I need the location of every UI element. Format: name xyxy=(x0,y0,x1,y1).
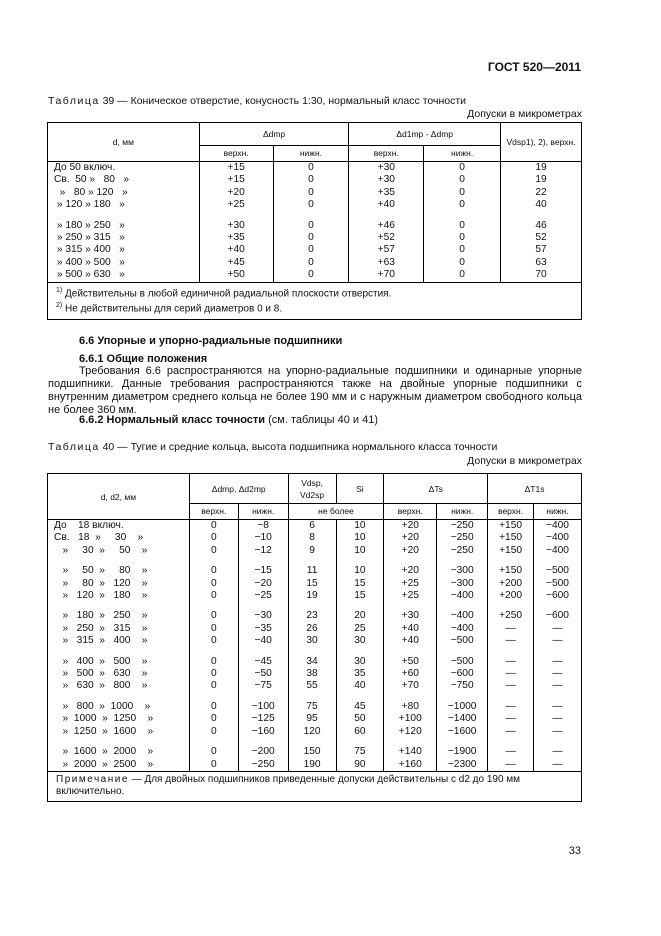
table39-col-vdsp: Vdsp1), 2), верхн. xyxy=(501,123,582,162)
table-cell: +20 xyxy=(384,565,437,577)
table-cell: — xyxy=(534,701,582,713)
table-cell: 75 xyxy=(288,701,336,713)
table-cell: 10 xyxy=(336,520,384,533)
table-cell: 0 xyxy=(189,520,238,533)
row-label: Св. 18 » 30 » xyxy=(48,532,190,544)
table-row xyxy=(48,532,582,544)
row-label: » 120 » 180 » xyxy=(48,199,200,211)
table-row xyxy=(48,635,582,647)
table-cell: 0 xyxy=(189,746,238,758)
row-label: » 80 » 120 » xyxy=(48,578,190,590)
table-cell: 8 xyxy=(288,532,336,544)
table-cell: — xyxy=(534,746,582,758)
row-label: До 50 включ. xyxy=(48,162,200,175)
table-cell: −300 xyxy=(437,578,488,590)
table-cell: −500 xyxy=(437,656,488,668)
table-cell: 0 xyxy=(189,578,238,590)
table-cell: +100 xyxy=(384,713,437,725)
table-cell: 52 xyxy=(501,232,582,244)
table-cell: 0 xyxy=(424,174,501,186)
row-label: До 18 включ. xyxy=(48,520,190,533)
table39-caption-prefix: Таблица xyxy=(48,95,100,107)
table-cell: — xyxy=(488,656,534,668)
table-cell: 0 xyxy=(273,220,349,232)
table-cell: +15 xyxy=(199,174,273,186)
table-cell: — xyxy=(534,713,582,725)
row-label: » 400 » 500 » xyxy=(48,656,190,668)
table-cell: −8 xyxy=(238,520,288,533)
table-cell: +30 xyxy=(199,220,273,232)
table-row xyxy=(48,162,582,175)
table-cell: 46 xyxy=(501,220,582,232)
section-6-6-2-title xyxy=(79,414,378,426)
table-cell: −600 xyxy=(534,590,582,602)
table-cell: 95 xyxy=(288,713,336,725)
table-cell: 0 xyxy=(189,759,238,772)
table-cell: 0 xyxy=(273,244,349,256)
section-6-6-title: 6.6 Упорные и упорно-радиальные подшипники xyxy=(79,335,343,347)
row-label: » 1600 » 2000 » xyxy=(48,746,190,758)
table-cell: +30 xyxy=(349,174,424,186)
table-cell: 30 xyxy=(336,635,384,647)
table-row xyxy=(48,244,582,256)
table-cell: — xyxy=(534,759,582,772)
table-cell: 0 xyxy=(189,545,238,557)
table-cell: — xyxy=(534,656,582,668)
table-cell: 0 xyxy=(189,713,238,725)
table-cell: +20 xyxy=(384,520,437,533)
table40-lower: нижн. xyxy=(534,504,582,520)
table39 xyxy=(47,122,582,283)
table-row xyxy=(48,713,582,725)
section-6-6-1-title: 6.6.1 Общие положения xyxy=(79,353,208,365)
table40-lower: нижн. xyxy=(437,504,488,520)
table-cell: 35 xyxy=(336,668,384,680)
table-cell: −400 xyxy=(534,520,582,533)
table-cell: +63 xyxy=(349,257,424,269)
table-row xyxy=(48,257,582,269)
table-cell: 0 xyxy=(189,532,238,544)
table39-footnote-2: $^{2)}$ Не действительны для серий диаметров 0 и 8. xyxy=(56,302,283,315)
table39-caption xyxy=(48,95,466,107)
table-cell: — xyxy=(488,701,534,713)
table-cell: 0 xyxy=(189,635,238,647)
section-6-6-1-text: Требования 6.6 распространяются на упорно-радиальные подшипники и одинарные упорные подшипники. Данные требования распространяются также на двойные упорные подшипники с внутренним диаметром среднего кольца не более 190 мм и с наружным диаметром свободного кольца не более 360 мм. xyxy=(48,365,582,416)
table-cell: 75 xyxy=(336,746,384,758)
table-cell: +30 xyxy=(349,162,424,175)
row-label: » 250 » 315 » xyxy=(48,623,190,635)
row-label: » 1000 » 1250 » xyxy=(48,713,190,725)
table-row xyxy=(48,680,582,692)
row-label: » 800 » 1000 » xyxy=(48,701,190,713)
table-cell: −750 xyxy=(437,680,488,692)
table-row xyxy=(48,623,582,635)
table40-note-label: Примечание xyxy=(56,774,129,785)
table-cell: 19 xyxy=(501,162,582,175)
table-cell: 0 xyxy=(273,174,349,186)
table39-col-dmp: Δdmp xyxy=(199,123,349,146)
table-cell: 0 xyxy=(273,257,349,269)
table-cell: −160 xyxy=(238,726,288,738)
table-cell: −100 xyxy=(238,701,288,713)
table-cell: −250 xyxy=(437,520,488,533)
table-cell: — xyxy=(488,746,534,758)
table-cell: — xyxy=(488,635,534,647)
table-cell: +20 xyxy=(384,532,437,544)
table-row xyxy=(48,578,582,590)
table-cell: +25 xyxy=(384,578,437,590)
table-cell: −400 xyxy=(437,590,488,602)
document-code: ГОСТ 520—2011 xyxy=(487,60,581,74)
table-row xyxy=(48,590,582,602)
table-cell: +140 xyxy=(384,746,437,758)
table-cell: 15 xyxy=(288,578,336,590)
table-cell: +46 xyxy=(349,220,424,232)
table-cell: −1600 xyxy=(437,726,488,738)
table-cell: 0 xyxy=(189,610,238,622)
table-cell: −300 xyxy=(437,565,488,577)
table-cell: 10 xyxy=(336,545,384,557)
table40-col-vdsp: Vdsp, Vd2sp xyxy=(288,474,336,504)
table-cell: 9 xyxy=(288,545,336,557)
table-cell: 0 xyxy=(189,656,238,668)
table-row xyxy=(48,668,582,680)
section-6-6-2-title-bold: 6.6.2 Нормальный класс точности xyxy=(79,414,266,426)
table-cell: +70 xyxy=(349,269,424,282)
table-cell: +25 xyxy=(384,590,437,602)
table-cell: −40 xyxy=(238,635,288,647)
table-cell: −500 xyxy=(437,635,488,647)
table39-lower: нижн. xyxy=(273,146,349,162)
section-6-6-2-title-rest: (см. таблицы 40 и 41) xyxy=(265,414,379,426)
table-cell: −1900 xyxy=(437,746,488,758)
table-cell: −400 xyxy=(437,623,488,635)
table40-upper: верхн. xyxy=(384,504,437,520)
table-row xyxy=(48,746,582,758)
table-cell: 45 xyxy=(336,701,384,713)
table-cell: 19 xyxy=(501,174,582,186)
table-cell: 25 xyxy=(336,623,384,635)
table-cell: — xyxy=(534,635,582,647)
table39-col-d1mp: Δd1mp - Δdmp xyxy=(349,123,501,146)
table-cell: 15 xyxy=(336,578,384,590)
table39-lower: нижн. xyxy=(424,146,501,162)
row-label: » 80 » 120 » xyxy=(48,187,200,199)
table-cell: 6 xyxy=(288,520,336,533)
table40-note-text: — Для двойных подшипников приведенные допуски действительны с d2 до 190 мм включительно. xyxy=(56,774,521,797)
table-cell: +80 xyxy=(384,701,437,713)
table-cell: +45 xyxy=(199,257,273,269)
table-cell: 40 xyxy=(501,199,582,211)
table40-caption xyxy=(48,441,497,453)
table-cell: 0 xyxy=(189,590,238,602)
table-cell: +150 xyxy=(488,545,534,557)
table-cell: 0 xyxy=(273,162,349,175)
table-cell: +20 xyxy=(199,187,273,199)
table-cell: −400 xyxy=(534,545,582,557)
table-cell: −2300 xyxy=(437,759,488,772)
table-cell: +20 xyxy=(384,545,437,557)
row-label: » 30 » 50 » xyxy=(48,545,190,557)
table-cell: 34 xyxy=(288,656,336,668)
table-row xyxy=(48,520,582,533)
table-cell: — xyxy=(534,623,582,635)
table-row xyxy=(48,220,582,232)
table-cell: — xyxy=(488,623,534,635)
table40-units: Допуски в микрометрах xyxy=(467,455,582,467)
table-row xyxy=(48,726,582,738)
row-label: » 315 » 400 » xyxy=(48,244,200,256)
table-cell: 23 xyxy=(288,610,336,622)
row-label: » 1250 » 1600 » xyxy=(48,726,190,738)
table40-note xyxy=(47,772,582,802)
table-cell: +35 xyxy=(199,232,273,244)
table-row xyxy=(48,759,582,772)
row-label: » 250 » 315 » xyxy=(48,232,200,244)
table-cell: +200 xyxy=(488,590,534,602)
table-cell: 26 xyxy=(288,623,336,635)
table-cell: +150 xyxy=(488,565,534,577)
table-cell: — xyxy=(488,680,534,692)
table-cell: 0 xyxy=(424,162,501,175)
table-row xyxy=(48,232,582,244)
table-cell: +30 xyxy=(384,610,437,622)
table-cell: +50 xyxy=(384,656,437,668)
table-cell: +25 xyxy=(199,199,273,211)
row-label: » 500 » 630 » xyxy=(48,668,190,680)
table-cell: −500 xyxy=(534,578,582,590)
table-cell: 0 xyxy=(273,187,349,199)
table-cell: −50 xyxy=(238,668,288,680)
table-cell: — xyxy=(488,668,534,680)
table40-not-more: не более xyxy=(288,504,384,520)
table-cell: 0 xyxy=(424,199,501,211)
table39-upper: верхн. xyxy=(349,146,424,162)
table-row xyxy=(48,565,582,577)
table-cell: +40 xyxy=(199,244,273,256)
row-label: » 2000 » 2500 » xyxy=(48,759,190,772)
table40-col-t1s: ΔT1s xyxy=(488,474,582,504)
table-row xyxy=(48,545,582,557)
table-cell: +70 xyxy=(384,680,437,692)
table-cell: 38 xyxy=(288,668,336,680)
table-cell: +160 xyxy=(384,759,437,772)
table39-footnote-1: $^{1)}$ Действительны в любой единичной радиальной плоскости отверстия. xyxy=(56,287,392,300)
table-cell: 0 xyxy=(189,623,238,635)
table-cell: −400 xyxy=(534,532,582,544)
table-cell: +35 xyxy=(349,187,424,199)
table40-col-ts: ΔTs xyxy=(384,474,488,504)
table-cell: — xyxy=(488,759,534,772)
table-cell: 0 xyxy=(189,680,238,692)
table-cell: 30 xyxy=(336,656,384,668)
table-cell: +120 xyxy=(384,726,437,738)
row-label: » 630 » 800 » xyxy=(48,680,190,692)
table-cell: +50 xyxy=(199,269,273,282)
table-cell: 57 xyxy=(501,244,582,256)
table-cell: −125 xyxy=(238,713,288,725)
table-row xyxy=(48,701,582,713)
table-row xyxy=(48,656,582,668)
row-label: » 315 » 400 » xyxy=(48,635,190,647)
table-cell: −12 xyxy=(238,545,288,557)
table-cell: +150 xyxy=(488,520,534,533)
table-cell: 50 xyxy=(336,713,384,725)
table-cell: −1000 xyxy=(437,701,488,713)
table-cell: +52 xyxy=(349,232,424,244)
table-cell: +150 xyxy=(488,532,534,544)
table-cell: 0 xyxy=(424,244,501,256)
table-cell: 19 xyxy=(288,590,336,602)
table40-caption-text: 40 — Тугие и средние кольца, высота подшипника нормального класса точности xyxy=(99,441,498,453)
table-cell: — xyxy=(488,726,534,738)
table-row xyxy=(48,269,582,282)
row-label: » 120 » 180 » xyxy=(48,590,190,602)
table-cell: +57 xyxy=(349,244,424,256)
table-cell: 11 xyxy=(288,565,336,577)
table-cell: 10 xyxy=(336,532,384,544)
table40-lower: нижн. xyxy=(238,504,288,520)
table-cell: — xyxy=(534,668,582,680)
table-cell: 63 xyxy=(501,257,582,269)
table-cell: 40 xyxy=(336,680,384,692)
table-row xyxy=(48,174,582,186)
table-cell: −20 xyxy=(238,578,288,590)
table-cell: 10 xyxy=(336,565,384,577)
table40-caption-prefix: Таблица xyxy=(48,441,100,453)
table-cell: −400 xyxy=(437,610,488,622)
table-cell: — xyxy=(488,713,534,725)
table40-upper: верхн. xyxy=(488,504,534,520)
table-cell: 0 xyxy=(189,565,238,577)
table39-caption-text: 39 — Коническое отверстие, конусность 1:30, нормальный класс точности xyxy=(99,95,467,107)
table-cell: −30 xyxy=(238,610,288,622)
table-cell: −250 xyxy=(437,532,488,544)
table-cell: 0 xyxy=(424,220,501,232)
table-cell: 0 xyxy=(189,701,238,713)
table-cell: −25 xyxy=(238,590,288,602)
table-cell: +200 xyxy=(488,578,534,590)
table-cell: +60 xyxy=(384,668,437,680)
row-label: » 180 » 250 » xyxy=(48,220,200,232)
table-cell: 15 xyxy=(336,590,384,602)
table-cell: 0 xyxy=(424,257,501,269)
table-cell: −600 xyxy=(534,610,582,622)
table39-units: Допуски в микрометрах xyxy=(467,108,582,120)
table-cell: 0 xyxy=(424,232,501,244)
table40-col-d: d, d2, мм xyxy=(48,474,190,520)
row-label: » 50 » 80 » xyxy=(48,565,190,577)
table-cell: 90 xyxy=(336,759,384,772)
table-cell: 0 xyxy=(424,187,501,199)
table-cell: 55 xyxy=(288,680,336,692)
table-row xyxy=(48,610,582,622)
table-cell: 190 xyxy=(288,759,336,772)
table-cell: +40 xyxy=(384,623,437,635)
table39-footnotes xyxy=(47,283,582,320)
row-label: » 500 » 630 » xyxy=(48,269,200,282)
table-cell: −35 xyxy=(238,623,288,635)
table-cell: +40 xyxy=(349,199,424,211)
table-cell: 70 xyxy=(501,269,582,282)
table-cell: — xyxy=(534,680,582,692)
table-cell: 0 xyxy=(424,269,501,282)
table-cell: −250 xyxy=(437,545,488,557)
table-cell: 30 xyxy=(288,635,336,647)
table-cell: — xyxy=(534,726,582,738)
row-label: » 400 » 500 » xyxy=(48,257,200,269)
table-cell: −500 xyxy=(534,565,582,577)
table-cell: 150 xyxy=(288,746,336,758)
table-cell: −10 xyxy=(238,532,288,544)
table-cell: 120 xyxy=(288,726,336,738)
row-label: Св. 50 » 80 » xyxy=(48,174,200,186)
page-number: 33 xyxy=(568,845,581,857)
table39-upper: верхн. xyxy=(199,146,273,162)
table-cell: 0 xyxy=(189,668,238,680)
table-row xyxy=(48,199,582,211)
table-cell: −1400 xyxy=(437,713,488,725)
table40-col-si: Si xyxy=(336,474,384,504)
table40 xyxy=(47,473,582,772)
table-cell: 0 xyxy=(273,199,349,211)
table-cell: −45 xyxy=(238,656,288,668)
table-cell: +15 xyxy=(199,162,273,175)
row-label: » 180 » 250 » xyxy=(48,610,190,622)
table-cell: +250 xyxy=(488,610,534,622)
table-cell: 22 xyxy=(501,187,582,199)
table-cell: 60 xyxy=(336,726,384,738)
table-cell: −600 xyxy=(437,668,488,680)
table-cell: −75 xyxy=(238,680,288,692)
table-cell: −250 xyxy=(238,759,288,772)
table-cell: 0 xyxy=(189,726,238,738)
table-cell: −200 xyxy=(238,746,288,758)
table39-col-d: d, мм xyxy=(48,123,200,162)
table40-col-dmp: Δdmp, Δd2mp xyxy=(189,474,288,504)
table-cell: +40 xyxy=(384,635,437,647)
table-cell: 0 xyxy=(273,232,349,244)
table40-upper: верхн. xyxy=(189,504,238,520)
table-cell: 20 xyxy=(336,610,384,622)
table-row xyxy=(48,187,582,199)
table-cell: 0 xyxy=(273,269,349,282)
table-cell: −15 xyxy=(238,565,288,577)
